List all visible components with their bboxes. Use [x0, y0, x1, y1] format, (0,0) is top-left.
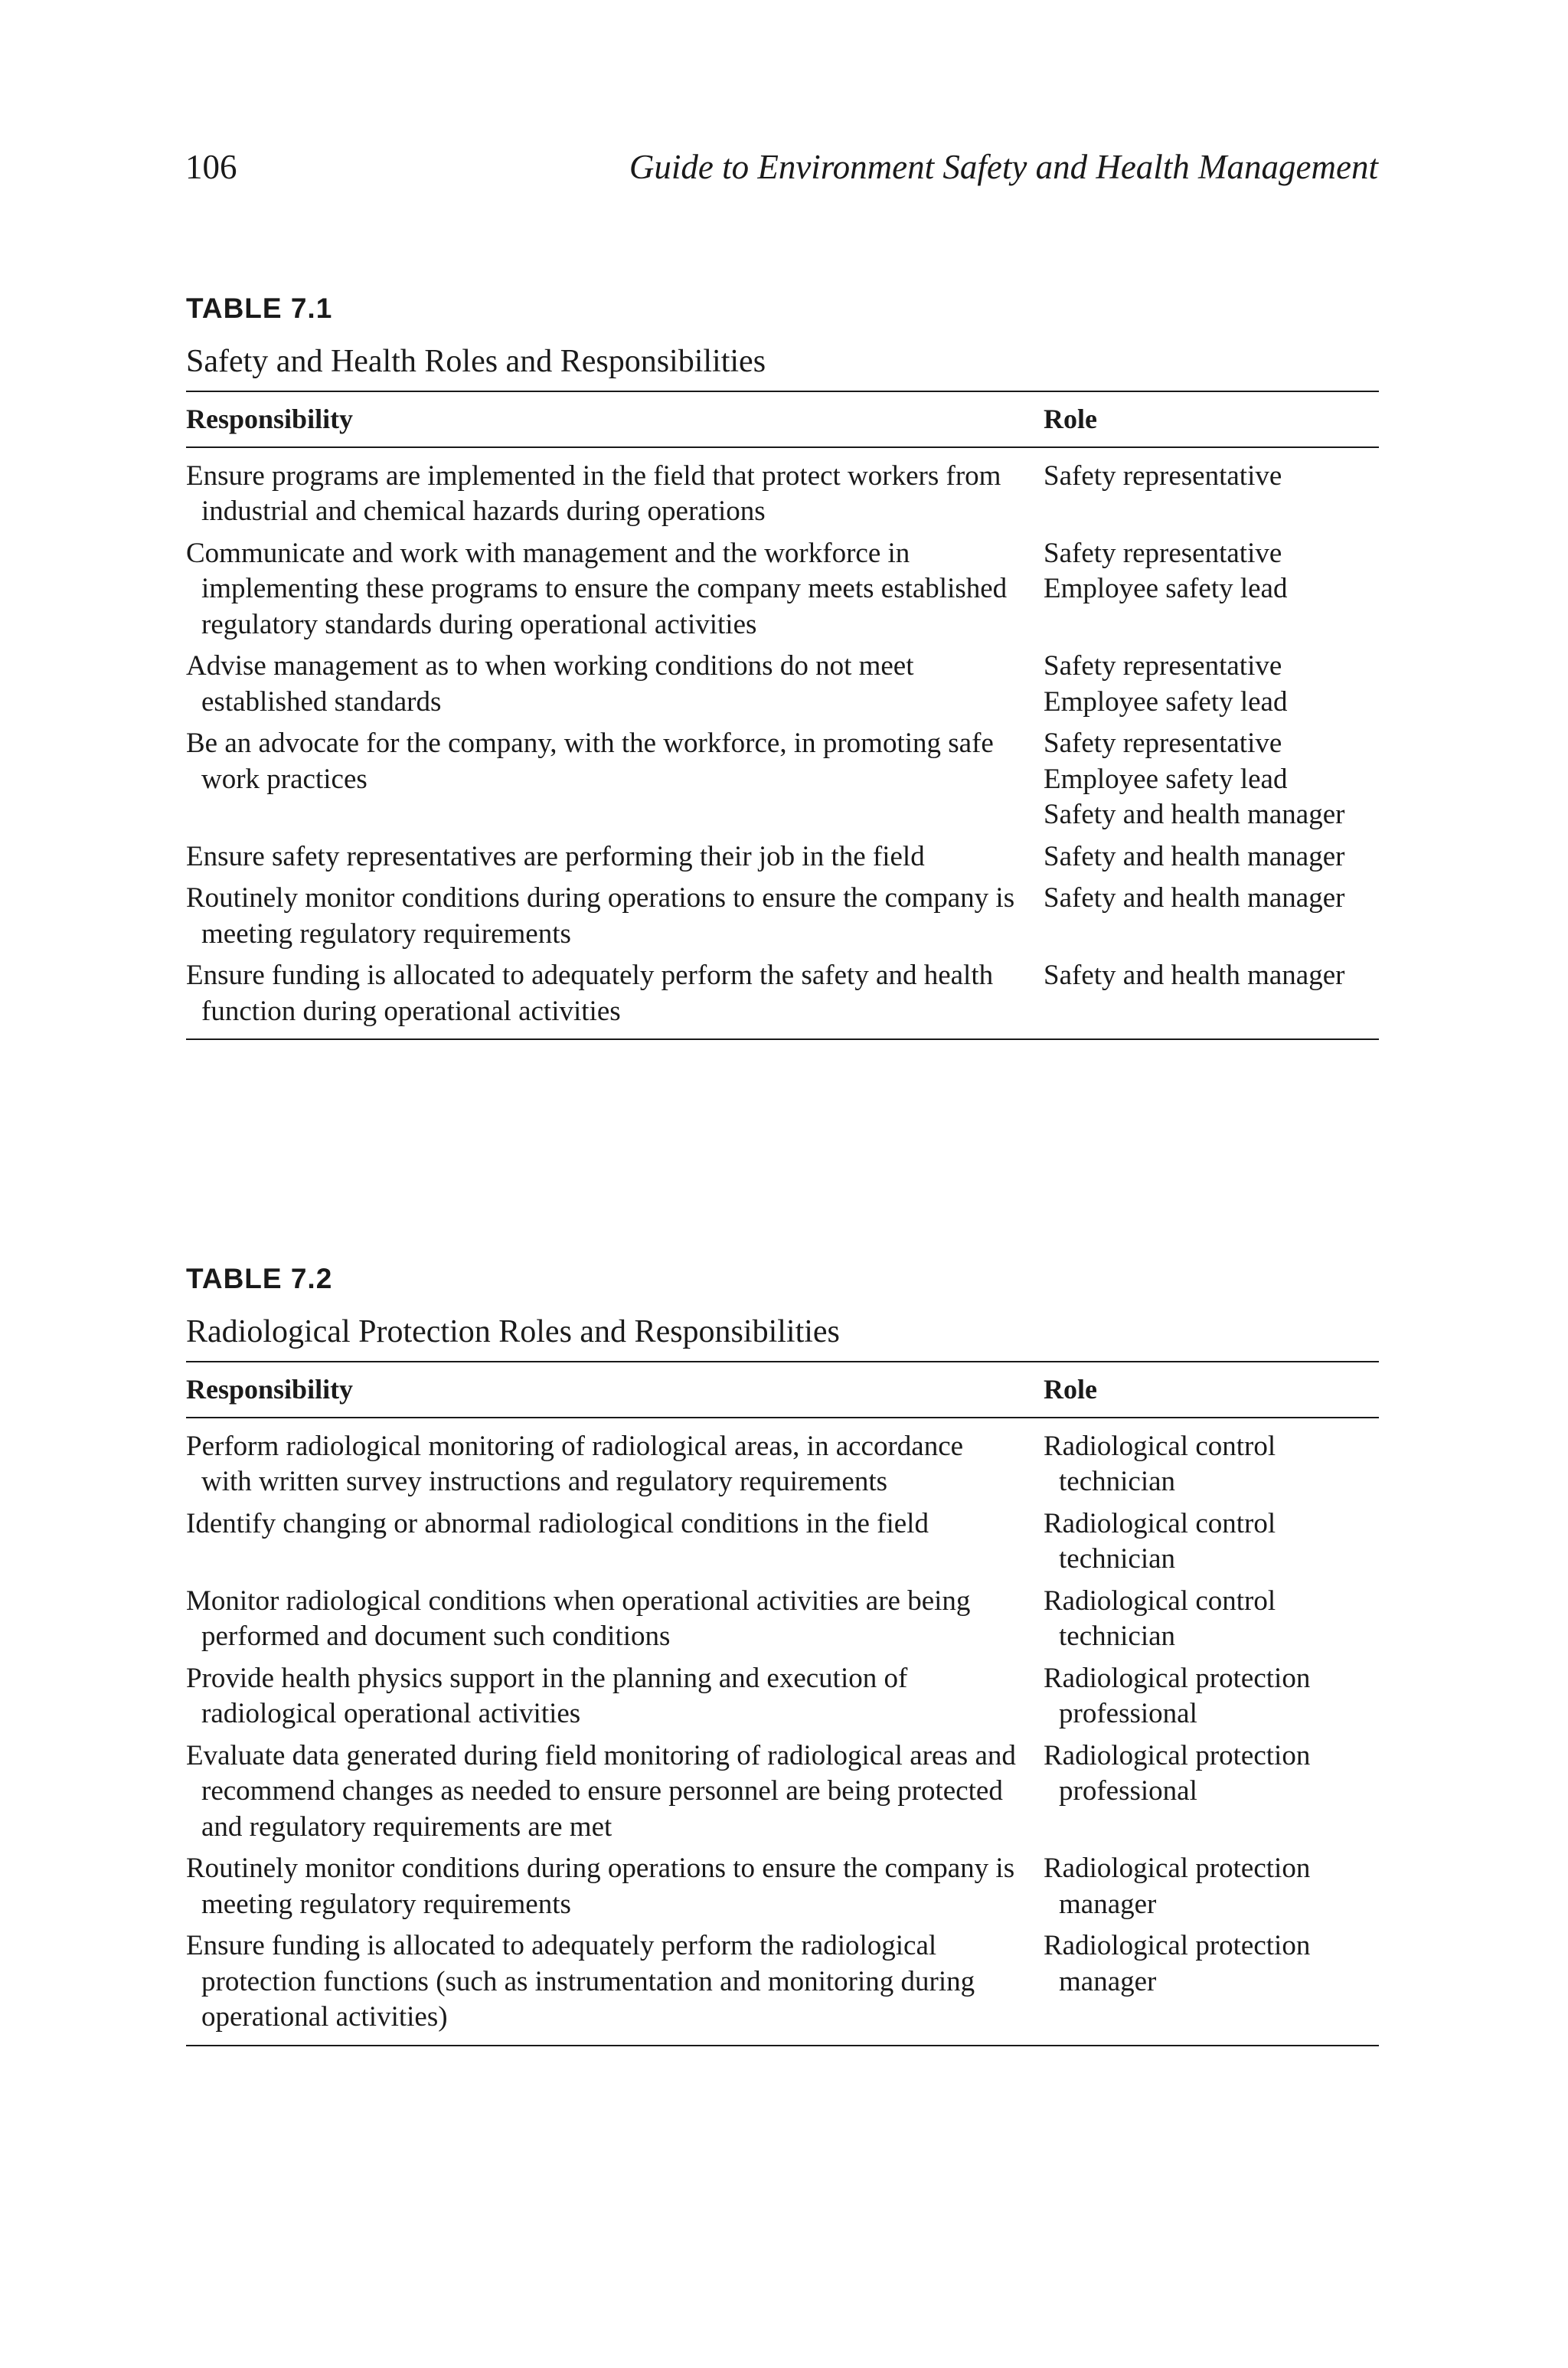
table-label: TABLE 7.2: [186, 1263, 333, 1294]
role-text: Radiological protection manager: [1044, 1853, 1311, 1920]
cell-responsibility: [186, 839, 1044, 881]
role-text: Safety representative: [1044, 460, 1282, 492]
roles-table: [186, 391, 1379, 1040]
page-number: 106: [185, 148, 237, 186]
responsibility-text: Perform radiological monitoring of radiological areas, in accordance with written survey instructions and regulatory requirements: [186, 1430, 964, 1497]
responsibility-text: Routinely monitor conditions during operations to ensure the company is meeting regulatory requirements: [186, 1853, 1015, 1920]
role-text: Safety representative: [1044, 728, 1282, 759]
responsibility-text: Communicate and work with management and the workforce in implementing these programs to ensure the company meets established regulatory standards during operational activities: [186, 537, 1008, 640]
cell-role: [1044, 1584, 1379, 1661]
cell-responsibility: [186, 1928, 1044, 2046]
cell-responsibility: [186, 881, 1044, 958]
cell-role: [1044, 447, 1379, 536]
responsibility-text: Routinely monitor conditions during operations to ensure the company is meeting regulatory requirements: [186, 882, 1015, 950]
role-text: Safety representative: [1044, 650, 1282, 682]
cell-responsibility: [186, 1418, 1044, 1506]
cell-responsibility: [186, 536, 1044, 649]
cell-role: [1044, 839, 1379, 881]
responsibility-text: Ensure safety representatives are performing their job in the field: [186, 840, 925, 872]
cell-role: [1044, 1928, 1379, 2046]
table-caption: Radiological Protection Roles and Responsibilities: [186, 1314, 840, 1349]
responsibility-text: Ensure programs are implemented in the field that protect workers from industrial and chemical hazards during operations: [186, 460, 1001, 527]
cell-role: [1044, 1418, 1379, 1506]
table-row: [186, 839, 1379, 881]
role-text: Radiological protection manager: [1044, 1930, 1311, 1997]
table-row: [186, 1738, 1379, 1852]
table-row: [186, 1661, 1379, 1738]
table-row: [186, 536, 1379, 649]
table-row: [186, 447, 1379, 536]
table-row: [186, 881, 1379, 958]
responsibility-text: Ensure funding is allocated to adequately perform the safety and health function during operational activities: [186, 960, 994, 1027]
cell-role: [1044, 726, 1379, 839]
role-text: Radiological control technician: [1044, 1507, 1276, 1575]
cell-responsibility: [186, 447, 1044, 536]
column-header-responsibility: Responsibility: [186, 391, 1044, 447]
cell-role: [1044, 1851, 1379, 1928]
responsibility-text: Provide health physics support in the planning and execution of radiological operational activities: [186, 1662, 908, 1729]
cell-responsibility: [186, 726, 1044, 839]
cell-role: [1044, 649, 1379, 726]
table-row: [186, 1506, 1379, 1584]
table-header-row: [186, 391, 1379, 447]
table-header-row: [186, 1362, 1379, 1418]
table-row: [186, 958, 1379, 1039]
responsibility-text: Evaluate data generated during field monitoring of radiological areas and recommend changes as needed to ensure personnel are being protected and regulatory requirements are met: [186, 1739, 1016, 1843]
responsibility-text: Identify changing or abnormal radiological conditions in the field: [186, 1507, 929, 1539]
role-text: Radiological protection professional: [1044, 1739, 1311, 1807]
cell-responsibility: [186, 1506, 1044, 1584]
cell-role: [1044, 881, 1379, 958]
table-label: TABLE 7.1: [186, 293, 333, 324]
role-text: Radiological control technician: [1044, 1430, 1276, 1497]
table-body: [186, 447, 1379, 1040]
responsibility-text: Monitor radiological conditions when operational activities are being performed and document such conditions: [186, 1585, 971, 1652]
responsibility-text: Advise management as to when working conditions do not meet established standards: [186, 650, 914, 718]
cell-responsibility: [186, 649, 1044, 726]
table-7-2: [186, 1260, 1379, 2046]
cell-role: [1044, 1738, 1379, 1852]
cell-role: [1044, 536, 1379, 649]
table-row: [186, 1928, 1379, 2046]
role-text: Employee safety lead: [1044, 685, 1288, 718]
role-text: Safety and health manager: [1044, 882, 1345, 914]
roles-table: [186, 1361, 1379, 2046]
role-text: Safety and health manager: [1044, 960, 1345, 991]
cell-responsibility: [186, 1661, 1044, 1738]
table-caption: Safety and Health Roles and Responsibilities: [186, 344, 766, 379]
role-text: Safety and health manager: [1044, 840, 1345, 872]
cell-responsibility: [186, 958, 1044, 1039]
responsibility-text: Be an advocate for the company, with the workforce, in promoting safe work practices: [186, 728, 994, 795]
cell-role: [1044, 1506, 1379, 1584]
role-text: Employee safety lead: [1044, 573, 1288, 604]
table-body: [186, 1418, 1379, 2046]
cell-responsibility: [186, 1584, 1044, 1661]
role-text: Safety representative: [1044, 537, 1282, 569]
table-row: [186, 649, 1379, 726]
responsibility-text: Ensure funding is allocated to adequately perform the radiological protection functions (such as instrumentation and monitoring during operational activities): [186, 1930, 975, 2033]
table-row: [186, 1418, 1379, 1506]
column-header-role: Role: [1044, 391, 1379, 447]
cell-role: [1044, 1661, 1379, 1738]
role-text: Employee safety lead: [1044, 763, 1288, 795]
table-row: [186, 1851, 1379, 1928]
cell-role: [1044, 958, 1379, 1039]
role-text: Radiological control technician: [1044, 1585, 1276, 1652]
cell-responsibility: [186, 1738, 1044, 1852]
role-text: Radiological protection professional: [1044, 1662, 1311, 1729]
table-row: [186, 1584, 1379, 1661]
column-header-responsibility: Responsibility: [186, 1362, 1044, 1418]
column-header-role: Role: [1044, 1362, 1379, 1418]
cell-responsibility: [186, 1851, 1044, 1928]
role-text: Safety and health manager: [1044, 799, 1345, 830]
table-row: [186, 726, 1379, 839]
table-7-1: [186, 289, 1379, 1040]
running-head-title: Guide to Environment Safety and Health Management: [629, 148, 1378, 186]
